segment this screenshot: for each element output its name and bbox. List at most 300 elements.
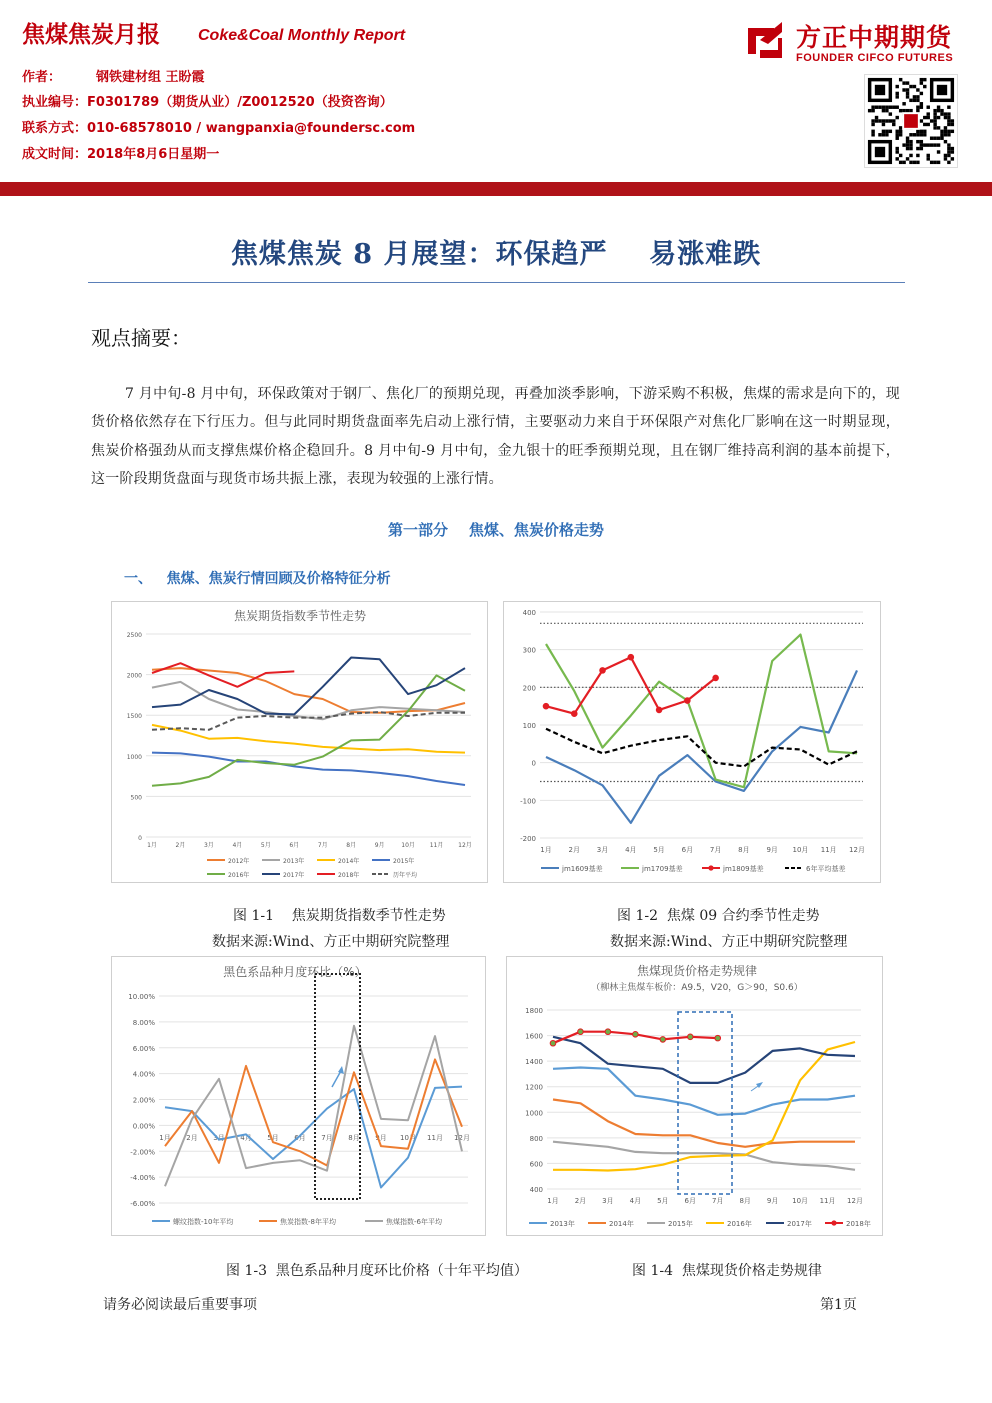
qr-module	[944, 130, 947, 133]
qr-module	[895, 147, 898, 150]
qr-module	[871, 123, 874, 126]
qr-module	[913, 95, 916, 98]
qr-module	[895, 95, 898, 98]
qr-module	[937, 126, 940, 129]
qr-module	[882, 119, 885, 122]
qr-module	[868, 109, 871, 112]
fig1-caption: 图 1-1 焦炭期货指数季节性走势	[233, 908, 446, 924]
data-point	[633, 1031, 639, 1037]
qr-module	[944, 157, 947, 160]
qr-module	[923, 116, 926, 119]
report-name-en: Coke&Coal Monthly Report	[198, 27, 406, 44]
title-divider	[88, 282, 905, 283]
qr-module	[871, 119, 874, 122]
chart-black-mom	[112, 957, 487, 1237]
series-line	[152, 725, 465, 753]
qr-module	[940, 130, 943, 133]
y-tick-label: 100	[522, 722, 536, 730]
x-tick-label: 6月	[681, 846, 694, 854]
trend-arrow-head	[338, 1066, 344, 1074]
qr-module	[944, 126, 947, 129]
summary-heading: 观点摘要：	[91, 326, 191, 350]
qr-module	[923, 133, 926, 136]
qr-module	[899, 161, 902, 164]
qr-module	[882, 123, 885, 126]
qr-module	[906, 147, 909, 150]
qr-module	[895, 130, 898, 133]
qr-module	[871, 133, 874, 136]
qr-module	[875, 116, 878, 119]
report-header	[0, 0, 992, 196]
qr-module	[951, 157, 954, 160]
y-tick-label: 800	[529, 1134, 543, 1143]
qr-module	[895, 133, 898, 136]
qr-module	[871, 130, 874, 133]
y-tick-label: 1500	[126, 713, 142, 721]
qr-module	[899, 133, 902, 136]
part-heading: 第一部分 焦煤、焦炭价格走势	[388, 521, 604, 539]
legend-label: jm1809基差	[723, 865, 764, 873]
qr-module	[878, 119, 881, 122]
founder-logo-icon	[744, 20, 786, 62]
x-tick-label: 11月	[427, 1134, 443, 1142]
y-tick-label: -200	[520, 835, 536, 843]
legend-label: 2015年	[393, 858, 415, 865]
qr-module	[944, 133, 947, 136]
qr-module	[930, 143, 933, 146]
x-tick-label: 8月	[738, 846, 750, 854]
qr-module	[940, 137, 943, 140]
y-tick-label: 400	[522, 609, 536, 617]
qr-code-icon	[864, 74, 958, 168]
qr-module	[927, 123, 930, 126]
qr-module	[909, 85, 912, 88]
qr-module	[902, 143, 905, 146]
qr-module	[871, 105, 874, 108]
chart-subtitle: （柳林主焦煤车板价：A9.5，V20，G＞90，S0.6）	[591, 983, 803, 993]
qr-module	[947, 150, 950, 153]
qr-module	[906, 109, 909, 112]
qr-module	[902, 161, 905, 164]
license-label: 执业编号：	[22, 95, 88, 110]
qr-module	[916, 130, 919, 133]
x-tick-label: 11月	[820, 846, 837, 854]
qr-module	[933, 123, 936, 126]
qr-module	[871, 109, 874, 112]
qr-module	[920, 102, 923, 105]
qr-module	[895, 150, 898, 153]
x-tick-label: 8月	[348, 1134, 360, 1142]
qr-module	[923, 130, 926, 133]
x-tick-label: 4月	[629, 1197, 642, 1205]
qr-module	[937, 150, 940, 153]
x-tick-label: 12月	[458, 842, 472, 849]
qr-module	[920, 92, 923, 95]
qr-module	[916, 99, 919, 102]
section-heading: 一、 焦煤、焦炭行情回顾及价格特征分析	[124, 571, 391, 587]
legend-label: 焦煤指数-6年平均	[386, 1218, 442, 1226]
date-line	[22, 143, 219, 162]
y-tick-label: 1600	[525, 1032, 543, 1041]
x-tick-label: 9月	[766, 1197, 779, 1205]
qr-module	[889, 112, 892, 115]
qr-module	[947, 143, 950, 146]
y-tick-label: 6.00%	[132, 1044, 155, 1053]
x-tick-label: 5月	[653, 846, 665, 854]
qr-module	[920, 133, 923, 136]
x-tick-label: 8月	[346, 842, 357, 849]
x-tick-label: 3月	[203, 842, 214, 849]
legend-label: 螺纹指数-10年平均	[173, 1218, 234, 1226]
legend-label: 2017年	[283, 872, 305, 879]
qr-module	[937, 143, 940, 146]
contact-line	[22, 117, 415, 136]
x-tick-label: 12月	[454, 1134, 470, 1142]
qr-module	[927, 112, 930, 115]
qr-module	[906, 95, 909, 98]
qr-module	[909, 154, 912, 157]
author-value: 钢铁建材组 王盼霞	[96, 70, 205, 85]
data-point	[687, 1034, 693, 1040]
legend-marker	[831, 1220, 836, 1225]
contact-label: 联系方式：	[22, 121, 88, 136]
qr-module	[951, 123, 954, 126]
qr-module	[882, 130, 885, 133]
data-point	[685, 698, 691, 704]
qr-module	[933, 143, 936, 146]
qr-module	[902, 109, 905, 112]
footer-page-number: 第1页	[820, 1297, 857, 1313]
chart-coke-seasonal	[112, 602, 489, 884]
qr-module	[902, 88, 905, 91]
series-line	[546, 635, 857, 788]
y-tick-label: 1800	[525, 1007, 543, 1015]
qr-module	[940, 133, 943, 136]
legend-label: 历年平均	[393, 872, 418, 879]
qr-module	[927, 157, 930, 160]
logo-text-en: FOUNDER CIFCO FUTURES	[796, 52, 954, 64]
qr-module	[913, 85, 916, 88]
qr-module	[951, 150, 954, 153]
legend-label: 2014年	[609, 1220, 634, 1228]
legend-label: 2018年	[338, 872, 360, 879]
qr-module	[944, 116, 947, 119]
x-tick-label: 3月	[213, 1134, 225, 1142]
author-line	[22, 66, 205, 85]
qr-module	[923, 85, 926, 88]
qr-module	[909, 147, 912, 150]
qr-module	[875, 119, 878, 122]
qr-module	[885, 130, 888, 133]
x-tick-label: 5月	[260, 842, 271, 849]
qr-module	[933, 119, 936, 122]
footer-disclaimer: 请务必阅读最后重要事项	[103, 1297, 257, 1313]
y-tick-label: 1200	[525, 1083, 543, 1092]
qr-module	[899, 78, 902, 81]
chart-coking-coal-basis	[504, 602, 882, 884]
qr-module	[906, 143, 909, 146]
qr-module	[899, 130, 902, 133]
qr-module	[892, 105, 895, 108]
y-tick-label: 4.00%	[132, 1070, 155, 1079]
contact-value[interactable]: 010-68578010 / wangpanxia@foundersc.com	[87, 121, 416, 136]
qr-module	[947, 154, 950, 157]
date-label: 成文时间：	[22, 147, 88, 162]
qr-module	[920, 130, 923, 133]
qr-module	[906, 81, 909, 84]
data-point	[628, 654, 634, 660]
series-line	[546, 729, 857, 767]
qr-module	[892, 119, 895, 122]
license-line	[22, 91, 393, 110]
data-point	[713, 675, 719, 681]
qr-module	[947, 116, 950, 119]
chart-title: 黑色系品种月度环比（%）	[223, 965, 367, 979]
qr-module	[947, 105, 950, 108]
qr-module	[920, 143, 923, 146]
legend-label: 2016年	[727, 1220, 752, 1228]
qr-module	[937, 109, 940, 112]
x-tick-label: 7月	[321, 1134, 333, 1142]
x-tick-label: 6月	[294, 1134, 306, 1142]
qr-module	[895, 105, 898, 108]
qr-module	[951, 147, 954, 150]
qr-module	[906, 140, 909, 143]
legend-label: 焦炭指数-8年平均	[280, 1218, 336, 1226]
qr-module	[885, 109, 888, 112]
qr-finder-core	[875, 147, 885, 157]
chart-title: 焦炭期货指数季节性走势	[233, 609, 367, 623]
y-tick-label: -6.00%	[130, 1200, 155, 1208]
y-tick-label: 8.00%	[132, 1018, 155, 1027]
legend-label: 2015年	[668, 1220, 693, 1228]
qr-module	[920, 140, 923, 143]
qr-module	[909, 99, 912, 102]
qr-module	[916, 95, 919, 98]
qr-module	[906, 88, 909, 91]
qr-module	[909, 140, 912, 143]
qr-module	[944, 140, 947, 143]
x-tick-label: 2月	[175, 842, 186, 849]
fig1-source: 数据来源:Wind、方正中期研究院整理	[212, 934, 450, 950]
data-point	[578, 1029, 584, 1035]
qr-module	[951, 119, 954, 122]
qr-module	[944, 112, 947, 115]
x-tick-label: 12月	[849, 846, 865, 854]
qr-module	[930, 119, 933, 122]
x-tick-label: 10月	[792, 1197, 809, 1205]
x-tick-label: 1月	[159, 1134, 171, 1142]
qr-finder-core	[875, 85, 885, 95]
y-tick-label: -4.00%	[130, 1174, 155, 1183]
x-tick-label: 11月	[819, 1197, 836, 1205]
date-value: 2018年8月6日星期一	[87, 147, 220, 162]
x-tick-label: 1月	[547, 1197, 559, 1205]
qr-module	[909, 143, 912, 146]
qr-center-logo	[903, 113, 919, 129]
legend-label: 2014年	[338, 858, 360, 865]
qr-module	[933, 116, 936, 119]
legend-label: 2012年	[228, 858, 250, 865]
qr-module	[899, 154, 902, 157]
y-tick-label: 1400	[525, 1058, 543, 1067]
qr-module	[885, 133, 888, 136]
qr-module	[902, 81, 905, 84]
qr-module	[913, 99, 916, 102]
company-logo	[744, 18, 980, 68]
qr-module	[923, 143, 926, 146]
figure-coal-spot	[506, 956, 883, 1236]
qr-module	[930, 137, 933, 140]
x-tick-label: 6月	[289, 842, 300, 849]
y-tick-label: -100	[520, 797, 536, 806]
y-tick-label: 400	[529, 1186, 543, 1194]
x-tick-label: 7月	[711, 1197, 724, 1205]
qr-module	[916, 105, 919, 108]
legend-marker	[708, 865, 713, 870]
qr-module	[947, 147, 950, 150]
x-tick-label: 2月	[568, 846, 581, 854]
qr-module	[937, 105, 940, 108]
qr-module	[944, 154, 947, 157]
qr-module	[947, 119, 950, 122]
x-tick-label: 9月	[766, 846, 778, 854]
y-tick-label: 2500	[126, 632, 142, 639]
report-name: 焦煤焦炭月报	[22, 22, 160, 48]
author-label: 作者：	[22, 70, 62, 85]
qr-module	[909, 161, 912, 164]
legend-label: jm1709基差	[642, 865, 683, 873]
y-tick-label: 2000	[126, 672, 142, 680]
qr-module	[882, 105, 885, 108]
figure-black-mom	[111, 956, 486, 1236]
qr-module	[916, 147, 919, 150]
license-value: F0301789（期货从业）/Z0012520（投资咨询）	[87, 95, 393, 110]
highlight-box	[315, 974, 360, 1199]
x-tick-label: 4月	[625, 846, 637, 854]
qr-module	[916, 109, 919, 112]
y-tick-label: 300	[522, 646, 536, 655]
x-tick-label: 6月	[684, 1197, 697, 1205]
qr-module	[920, 105, 923, 108]
y-tick-label: 0	[138, 835, 142, 842]
qr-module	[933, 109, 936, 112]
data-point	[605, 1029, 611, 1035]
legend-label: 2016年	[228, 872, 250, 879]
qr-module	[909, 109, 912, 112]
data-point	[571, 711, 577, 717]
fig3-caption: 图 1-3 黑色系品种月度环比价格（十年平均值）	[226, 1263, 528, 1279]
qr-module	[882, 109, 885, 112]
qr-module	[878, 133, 881, 136]
qr-module	[933, 126, 936, 129]
summary-paragraph: 7 月中旬-8 月中旬，环保政策对于钢厂、焦化厂的预期兑现，再叠加淡季影响，下游采购不积极，焦煤的需求是向下的，现货价格依然存在下行压力。但与此同时期货盘面率先启动上涨行情，主要驱动力来自于环保限产对焦化厂影响在这一时期显现，焦炭价格强劲从而支撑焦煤价格企稳回升。8 月中旬-9 月中旬，金九银十的旺季预期兑现，且在钢厂维持高利润的基本前提下，这一阶段期货盘面与现货市场共振上涨，表现为较强的上涨行情。	[91, 386, 900, 487]
figure-coking-coal-basis	[503, 601, 881, 883]
qr-module	[940, 109, 943, 112]
qr-module	[947, 112, 950, 115]
fig2-caption: 图 1-2 焦煤 09 合约季节性走势	[617, 908, 820, 924]
qr-module	[913, 161, 916, 164]
qr-module	[920, 78, 923, 81]
y-tick-label: 600	[529, 1160, 543, 1169]
x-tick-label: 5月	[267, 1134, 279, 1142]
series-line	[165, 1059, 462, 1165]
qr-module	[895, 85, 898, 88]
data-point	[550, 1040, 556, 1046]
qr-module	[927, 154, 930, 157]
qr-module	[906, 92, 909, 95]
qr-module	[923, 78, 926, 81]
x-tick-label: 12月	[847, 1197, 863, 1205]
qr-module	[927, 143, 930, 146]
series-line	[553, 1100, 855, 1147]
series-line	[165, 1087, 462, 1188]
x-tick-label: 5月	[657, 1197, 669, 1205]
qr-module	[906, 157, 909, 160]
x-tick-label: 10月	[400, 1134, 416, 1142]
series-line	[152, 658, 465, 715]
qr-module	[916, 140, 919, 143]
x-tick-label: 10月	[792, 846, 809, 854]
qr-module	[916, 133, 919, 136]
qr-module	[895, 157, 898, 160]
qr-module	[947, 123, 950, 126]
legend-label: 2018年	[846, 1220, 871, 1228]
data-point	[543, 703, 549, 709]
qr-finder-core	[937, 85, 947, 95]
qr-module	[889, 119, 892, 122]
qr-module	[895, 92, 898, 95]
series-line	[553, 1068, 855, 1115]
data-point	[656, 707, 662, 713]
y-tick-label: 500	[130, 794, 142, 802]
qr-module	[947, 130, 950, 133]
x-tick-label: 11月	[429, 842, 444, 849]
qr-module	[899, 109, 902, 112]
y-tick-label: 10.00%	[128, 993, 155, 1001]
qr-module	[937, 161, 940, 164]
x-tick-label: 10月	[401, 842, 415, 849]
chart-coal-spot	[507, 957, 884, 1237]
data-point	[600, 668, 606, 674]
qr-module	[933, 161, 936, 164]
qr-module	[902, 102, 905, 105]
legend-label: 2017年	[787, 1220, 812, 1228]
figure-coke-seasonal	[111, 601, 488, 883]
fig4-caption: 图 1-4 焦煤现货价格走势规律	[632, 1263, 822, 1279]
y-tick-label: 2.00%	[132, 1096, 155, 1105]
x-tick-label: 2月	[574, 1197, 587, 1205]
x-tick-label: 4月	[232, 842, 243, 849]
qr-module	[885, 119, 888, 122]
chart-title: 焦煤现货价格走势规律	[636, 964, 758, 978]
qr-module	[927, 105, 930, 108]
y-tick-label: -2.00%	[130, 1148, 155, 1157]
qr-module	[933, 112, 936, 115]
qr-module	[916, 88, 919, 91]
x-tick-label: 7月	[709, 846, 722, 854]
y-tick-label: 1000	[525, 1109, 543, 1118]
legend-label: jm1609基差	[562, 865, 603, 873]
y-tick-label: 0.00%	[132, 1122, 155, 1131]
qr-module	[937, 116, 940, 119]
qr-module	[947, 161, 950, 164]
qr-module	[920, 119, 923, 122]
qr-module	[920, 81, 923, 84]
logo-text-cn: 方正中期期货	[796, 23, 953, 52]
qr-module	[927, 116, 930, 119]
data-point	[660, 1037, 666, 1043]
